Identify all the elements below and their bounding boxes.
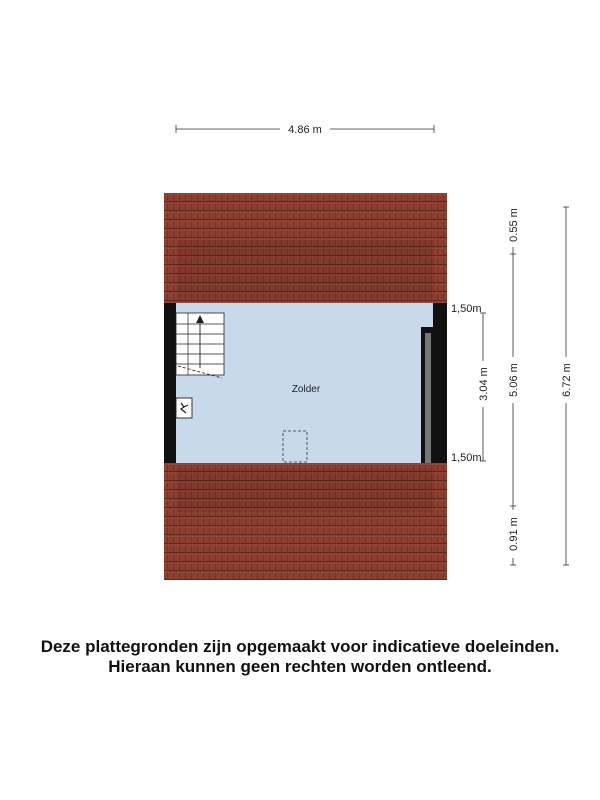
dimension-inner-height-label: 3.04 m: [478, 367, 490, 401]
dimension-roof-bottom-label: 0.91 m: [508, 517, 520, 551]
dimension-width-label: 4.86 m: [288, 124, 322, 136]
roof-bottom-ridge: [177, 468, 434, 512]
dimension-inner-height: [476, 313, 490, 461]
dimension-chain: [506, 203, 520, 565]
disclaimer-line-1: Deze plattegronden zijn opgemaakt voor indicatieve doeleinden.: [40, 637, 560, 656]
left-wall: [164, 303, 176, 463]
dimension-room-depth-label: 5.06 m: [508, 363, 520, 397]
room-label: Zolder: [291, 384, 321, 395]
disclaimer-line-2: Hieraan kunnen geen rechten worden ontleend.: [108, 657, 492, 676]
staircase: [176, 313, 224, 378]
dimension-top: [176, 121, 434, 136]
knee-wall-top-label: 1,50m: [451, 303, 482, 315]
knee-wall-bottom-label: 1,50m: [451, 452, 482, 464]
boiler-icon: [176, 398, 192, 418]
right-inner-wall-panel: [425, 333, 431, 463]
right-wall: [433, 303, 447, 463]
roof-top-ridge: [177, 240, 434, 298]
dimension-total-label: 6.72 m: [561, 363, 573, 397]
dimension-total: [559, 207, 573, 565]
dimension-roof-top-label: 0.55 m: [508, 208, 520, 242]
